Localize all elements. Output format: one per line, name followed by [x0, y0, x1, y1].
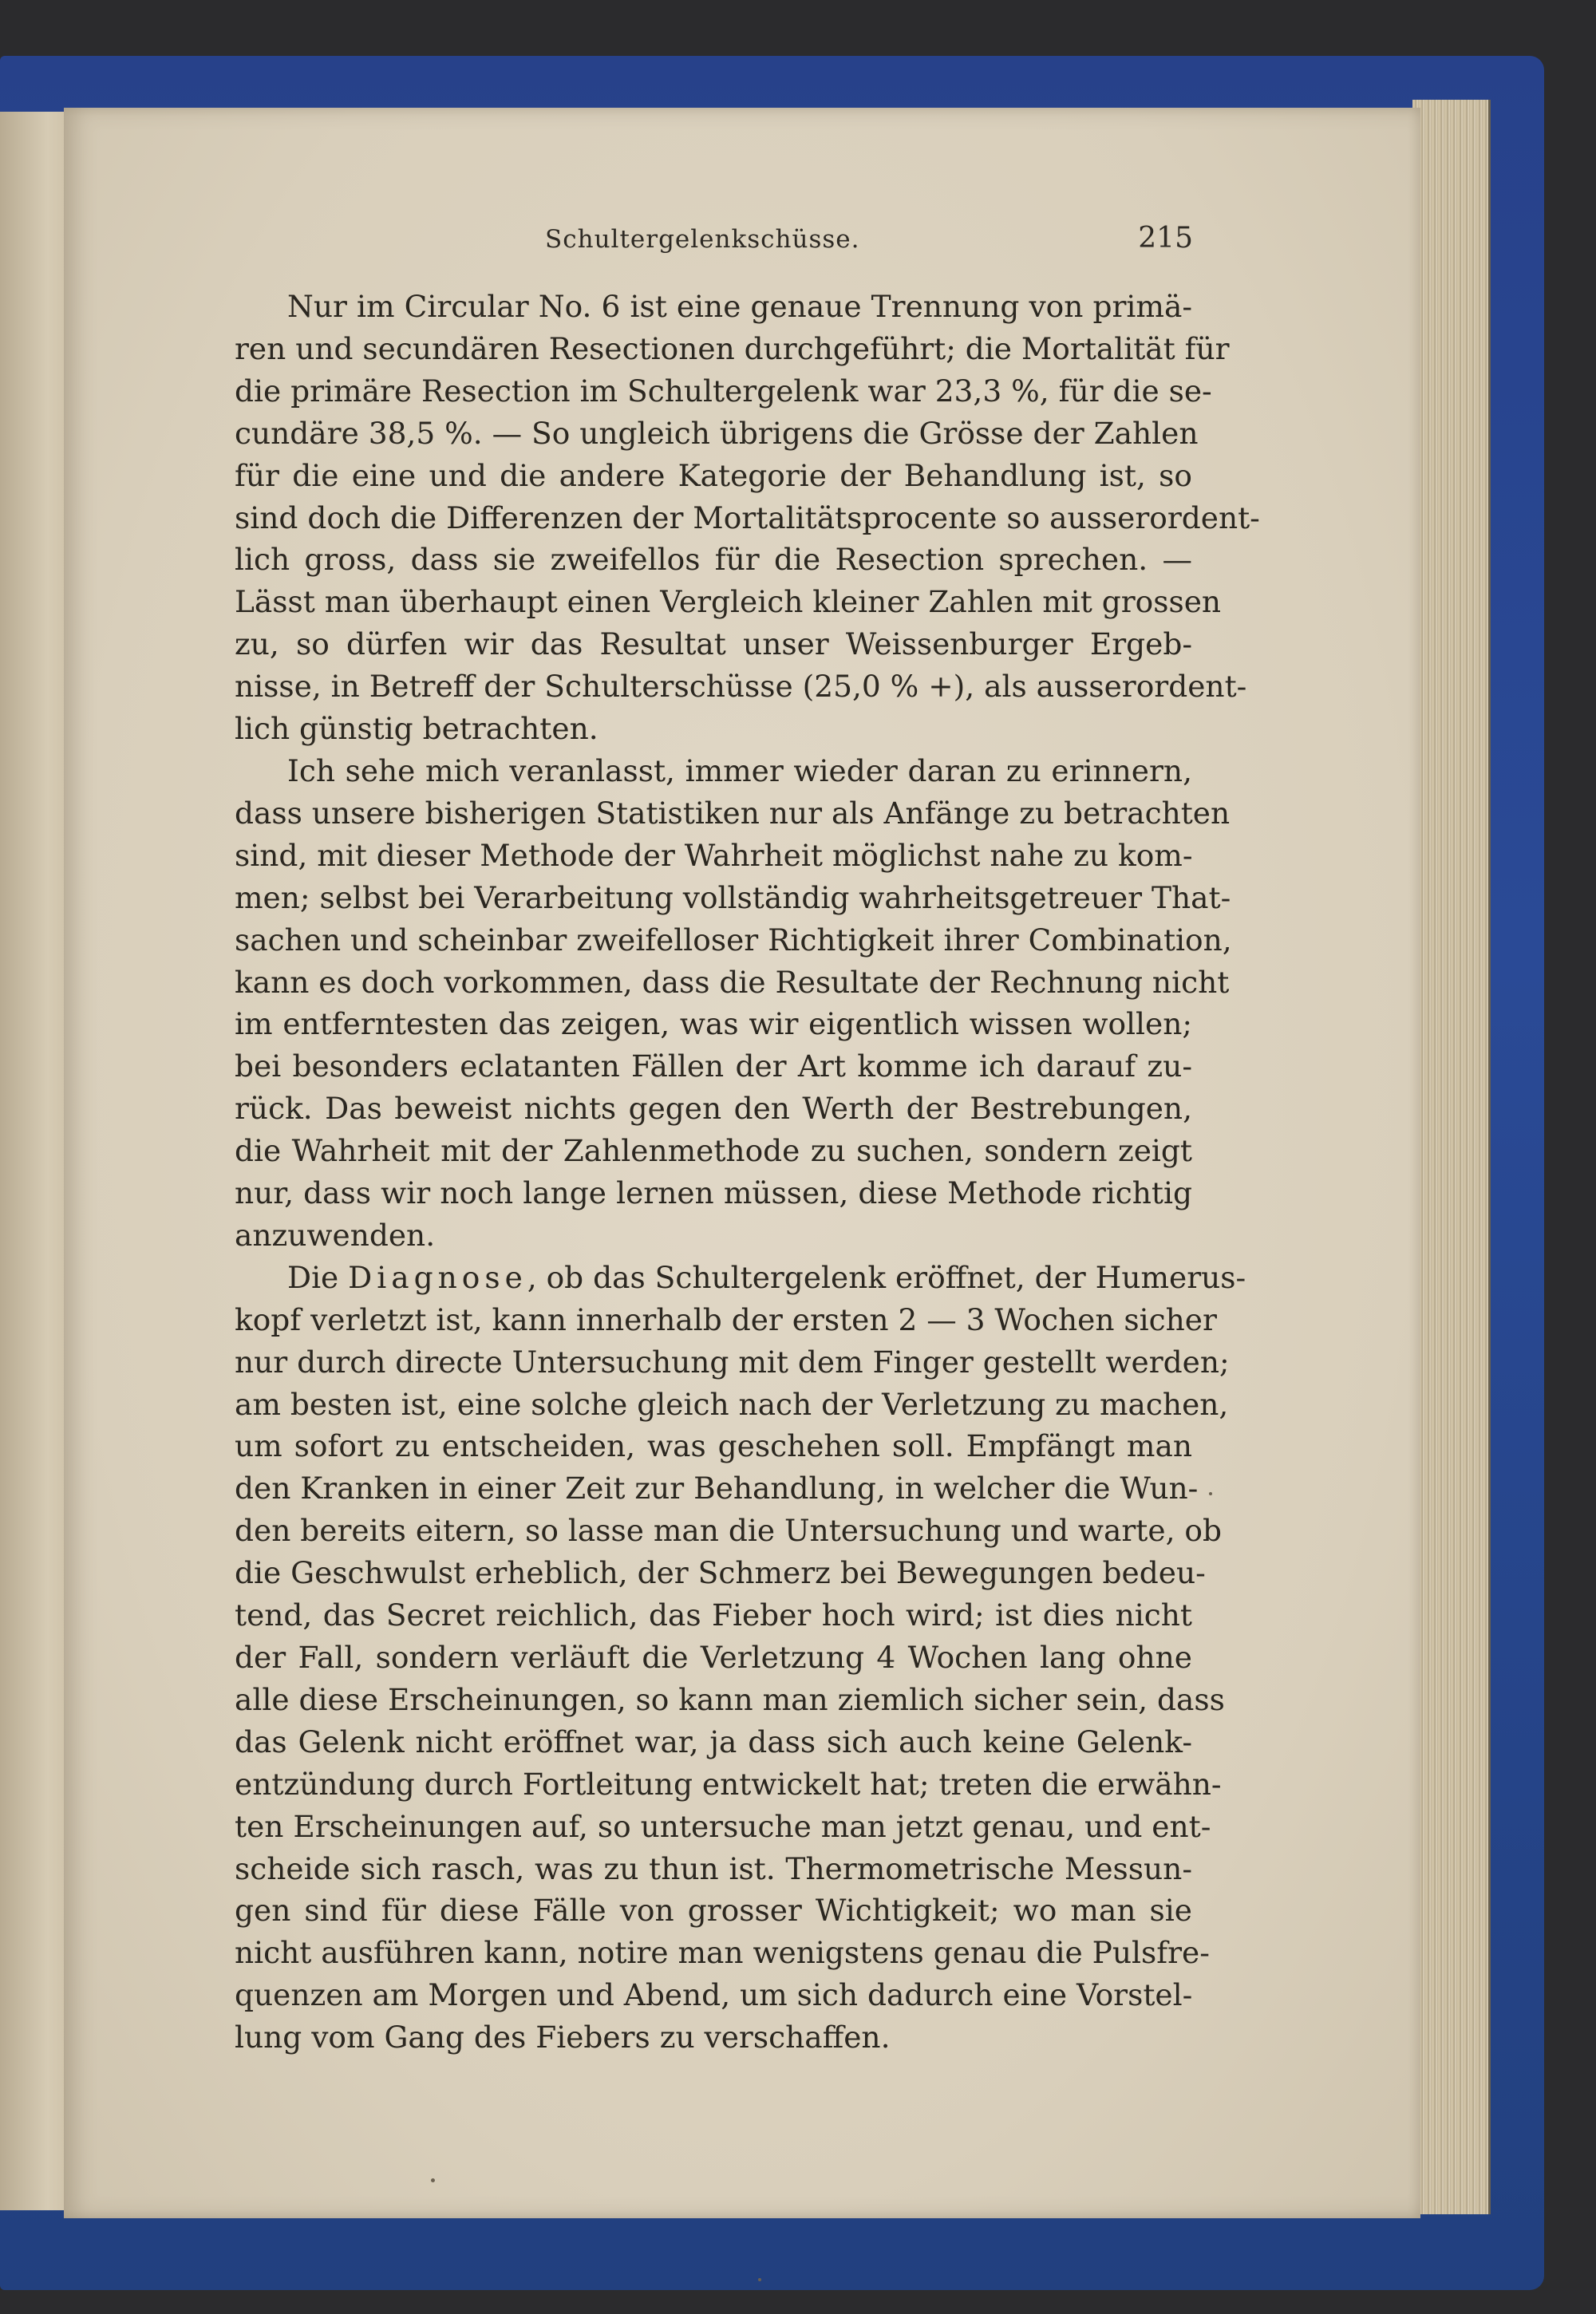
text-line: für die eine und die andere Kategorie der Behandlung ist, so [235, 457, 1192, 493]
text-line: Lässt man überhaupt einen Vergleich kleiner Zahlen mit grossen [235, 584, 1222, 620]
text-line: Ich sehe mich veranlasst, immer wieder daran zu erinnern, [287, 752, 1192, 788]
text-line: das Gelenk nicht eröffnet war, ja dass sich auch keine Gelenk- [235, 1724, 1192, 1759]
text-line [235, 1257, 1246, 1299]
diagnose-emphasis: Diagnose [348, 1259, 527, 1295]
text-line: ten Erscheinungen auf, so untersuche man jetzt genau, und ent- [235, 1808, 1211, 1844]
text-line: kopf verletzt ist, kann innerhalb der ersten 2 — 3 Wochen sicher [235, 1301, 1217, 1337]
text-line: die Geschwulst erheblich, der Schmerz bei Bewegungen bedeu- [235, 1555, 1206, 1591]
text-line: dass unsere bisherigen Statistiken nur als Anfänge zu betrachten [235, 795, 1231, 831]
text-line: lich gross, dass sie zweifellos für die Resection sprechen. — [235, 542, 1192, 578]
running-title: Schultergelenkschüsse. [545, 225, 860, 254]
body-text [235, 286, 1260, 2059]
text-line: im entferntesten das zeigen, was wir eigentlich wissen wollen; [235, 1006, 1192, 1042]
text-line: cundäre 38,5 %. — So ungleich übrigens die Grösse der Zahlen [235, 415, 1199, 451]
text-line: lich günstig betrachten. [235, 711, 598, 747]
paragraph-2 [235, 750, 1232, 1257]
text-line: den bereits eitern, so lasse man die Untersuchung und warte, ob [235, 1513, 1222, 1549]
text-line: um sofort zu entscheiden, was geschehen soll. Empfängt man [235, 1428, 1192, 1464]
paper-speck [758, 2278, 761, 2281]
text-line: scheide sich rasch, was zu thun ist. Thermometrische Messun- [235, 1850, 1192, 1886]
text-line: sind, mit dieser Methode der Wahrheit möglichst nahe zu kom- [235, 837, 1193, 873]
text-line: nur durch directe Untersuchung mit dem Finger gestellt werden; [235, 1344, 1230, 1380]
text-line: nisse, in Betreff der Schulterschüsse (25,0 % +), als ausserordent- [235, 669, 1247, 705]
diagnose-rest: , ob das Schultergelenk eröffnet, der Humerus- [527, 1259, 1246, 1295]
page-stack-edge [1412, 100, 1491, 2214]
running-header [231, 222, 1193, 265]
text-line: rück. Das beweist nichts gegen den Werth der Bestrebungen, [235, 1091, 1192, 1127]
text-line: entzündung durch Fortleitung entwickelt hat; treten die erwähn- [235, 1766, 1222, 1802]
text-line: kann es doch vorkommen, dass die Resultate der Rechnung nicht [235, 964, 1230, 1000]
paragraph-3 [235, 1257, 1246, 2059]
text-line: sachen und scheinbar zweifelloser Richtigkeit ihrer Combination, [235, 922, 1232, 958]
text-line: nicht ausführen kann, notire man wenigstens genau die Pulsfre- [235, 1935, 1210, 1971]
text-line: men; selbst bei Verarbeitung vollständig wahrheitsgetreuer That- [235, 879, 1231, 915]
text-line: nur, dass wir noch lange lernen müssen, diese Methode richtig [235, 1175, 1192, 1211]
text-line: Nur im Circular No. 6 ist eine genaue Trennung von primä- [287, 289, 1192, 324]
text-line: sind doch die Differenzen der Mortalitätsprocente so ausserordent- [235, 500, 1260, 535]
paper-speck [1209, 1492, 1212, 1495]
text-line: der Fall, sondern verläuft die Verletzung 4 Wochen lang ohne [235, 1640, 1192, 1675]
text-line: die primäre Resection im Schultergelenk war 23,3 %, für die se- [235, 373, 1212, 409]
text-line: am besten ist, eine solche gleich nach der Verletzung zu machen, [235, 1386, 1229, 1422]
text-line: alle diese Erscheinungen, so kann man ziemlich sicher sein, dass [235, 1681, 1225, 1717]
text-line: tend, das Secret reichlich, das Fieber hoch wird; ist dies nicht [235, 1597, 1192, 1633]
text-line: ren und secundären Resectionen durchgeführt; die Mortalität für [235, 330, 1230, 366]
page-number: 215 [1138, 222, 1193, 255]
paper-speck [431, 2178, 435, 2182]
paragraph-1 [235, 286, 1260, 750]
text-line: lung vom Gang des Fiebers zu verschaffen. [235, 2020, 891, 2055]
text-line: den Kranken in einer Zeit zur Behandlung, in welcher die Wun- [235, 1471, 1199, 1506]
text-line: quenzen am Morgen und Abend, um sich dadurch eine Vorstel- [235, 1977, 1193, 2013]
text-line: die Wahrheit mit der Zahlenmethode zu suchen, sondern zeigt [235, 1133, 1192, 1169]
diagnose-prefix: Die [287, 1259, 349, 1295]
text-line: anzuwenden. [235, 1217, 436, 1253]
text-line: gen sind für diese Fälle von grosser Wichtigkeit; wo man sie [235, 1893, 1192, 1929]
text-line: bei besonders eclatanten Fällen der Art komme ich darauf zu- [235, 1048, 1192, 1084]
text-line: zu, so dürfen wir das Resultat unser Weissenburger Ergeb- [235, 626, 1192, 662]
